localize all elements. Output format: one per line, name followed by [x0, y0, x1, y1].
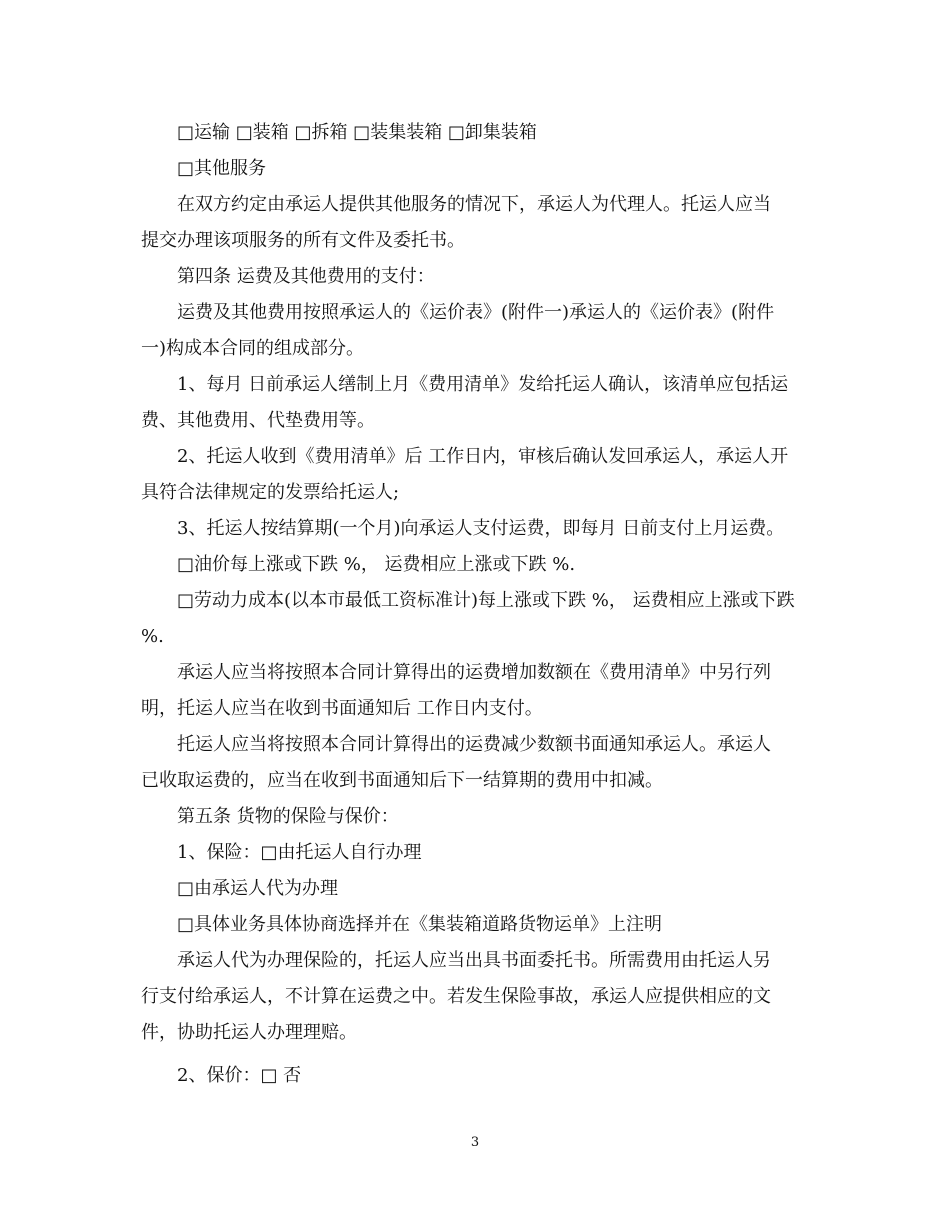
- text-line-13: □油价每上涨或下跌 %， 运费相应上涨或下跌 %.: [177, 554, 576, 575]
- text-line-16: 承运人应当将按照本合同计算得出的运费增加数额在《费用清单》中另行列: [177, 662, 771, 683]
- text-line-23: □具体业务具体协商选择并在《集装箱道路货物运单》上注明: [177, 914, 663, 935]
- text-line-10: 2、托运人收到《费用清单》后 工作日内，审核后确认发回承运人，承运人开: [177, 446, 789, 467]
- text-line-18: 托运人应当将按照本合同计算得出的运费减少数额书面通知承运人。承运人: [177, 734, 771, 755]
- text-line-6: 运费及其他费用按照承运人的《运价表》(附件一)承运人的《运价表》(附件: [177, 302, 775, 323]
- text-line-9: 费、其他费用、代垫费用等。: [141, 410, 375, 431]
- text-line-8: 1、每月 日前承运人缮制上月《费用清单》发给托运人确认，该清单应包括运: [177, 374, 789, 395]
- text-line-24: 承运人代为办理保险的，托运人应当出具书面委托书。所需费用由托运人另: [177, 950, 771, 971]
- text-line-3: 在双方约定由承运人提供其他服务的情况下，承运人为代理人。托运人应当: [177, 194, 771, 215]
- text-line-17: 明，托运人应当在收到书面通知后 工作日内支付。: [141, 698, 543, 719]
- text-line-1: □运输 □装箱 □拆箱 □装集装箱 □卸集装箱: [177, 122, 537, 143]
- page-number: 3: [470, 1135, 480, 1150]
- text-line-26: 件，协助托运人办理理赔。: [141, 1022, 357, 1043]
- section-heading-4: 第四条 运费及其他费用的支付：: [177, 266, 435, 287]
- text-line-7: 一)构成本合同的组成部分。: [141, 338, 365, 359]
- text-line-2: □其他服务: [177, 158, 267, 179]
- text-line-12: 3、托运人按结算期(一个月)向承运人支付运费，即每月 日前支付上月运费。: [177, 518, 785, 539]
- text-line-4: 提交办理该项服务的所有文件及委托书。: [141, 230, 465, 251]
- text-line-14: □劳动力成本(以本市最低工资标准计)每上涨或下跌 %， 运费相应上涨或下跌: [177, 590, 795, 611]
- text-line-19: 已收取运费的，应当在收到书面通知后下一结算期的费用中扣减。: [141, 770, 663, 791]
- text-line-25: 行支付给承运人，不计算在运费之中。若发生保险事故，承运人应提供相应的文: [141, 986, 771, 1007]
- text-line-11: 具符合法律规定的发票给托运人;: [141, 482, 400, 503]
- text-line-22: □由承运人代为办理: [177, 878, 339, 899]
- text-line-27: 2、保价：□ 否: [177, 1065, 302, 1086]
- section-heading-5: 第五条 货物的保险与保价：: [177, 806, 399, 827]
- text-line-15: %.: [141, 626, 164, 647]
- text-line-21: 1、保险：□由托运人自行办理: [177, 842, 422, 863]
